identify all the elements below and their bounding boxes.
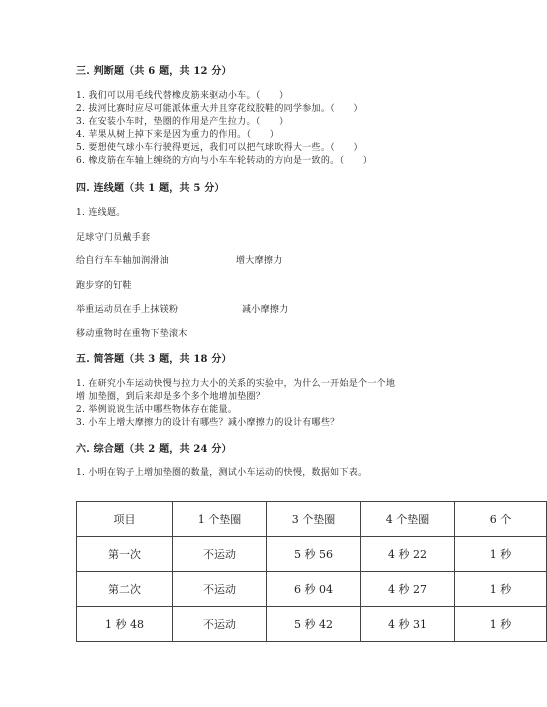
- short-answer-line-3: 2. 举例说说生活中哪些物体存在能量。: [76, 405, 238, 415]
- table-header-cell: 6 个: [455, 502, 547, 537]
- matching-left-item-3: 跑步穿的钉鞋: [76, 281, 132, 291]
- section-heading-comprehensive: 六. 综合题（共 2 题，共 24 分）: [76, 444, 232, 455]
- judgment-item-4: 4. 苹果从树上掉下来是因为重力的作用。（ ）: [76, 130, 280, 140]
- judgment-item-2: 2. 拔河比赛时应尽可能派体重大并且穿花纹胶鞋的同学参加。（ ）: [76, 104, 363, 114]
- table-cell: 不运动: [173, 607, 267, 642]
- matching-left-item-5: 移动重物时在重物下垫滚木: [76, 329, 188, 339]
- matching-right-item-1: 增大摩擦力: [236, 256, 283, 266]
- comprehensive-question: 1. 小明在钩子上增加垫圈的数量，测试小车运动的快慢，数据如下表。: [76, 468, 368, 478]
- table-cell: 1 秒: [455, 607, 547, 642]
- table-cell: 4 秒 27: [361, 572, 455, 607]
- short-answer-line-2: 增 加垫圈，到后来却是多个多个地增加垫圈？: [76, 392, 266, 402]
- matching-right-item-2: 减小摩擦力: [242, 305, 289, 315]
- short-answer-line-1: 1. 在研究小车运动快慢与拉力大小的关系的实验中，为什么一开始是个一个地: [76, 379, 396, 389]
- judgment-item-1: 1. 我们可以用毛线代替橡皮筋来驱动小车。（ ）: [76, 91, 289, 101]
- matching-left-item-1: 足球守门员戴手套: [76, 233, 151, 243]
- table-row: [77, 537, 547, 572]
- judgment-item-3: 3. 在安装小车时，垫圈的作用是产生拉力。（ ）: [76, 117, 289, 127]
- table-cell: 不运动: [173, 572, 267, 607]
- matching-left-item-2: 给自行车车轴加润滑油: [76, 256, 170, 266]
- table-cell: 5 秒 56: [267, 537, 361, 572]
- data-table-container: [76, 501, 512, 643]
- judgment-item-5: 5. 要想使气球小车行驶得更远，我们可以把气球吹得大一些。（ ）: [76, 143, 363, 153]
- table-header-cell: 1 个垫圈: [173, 502, 267, 537]
- matching-left-item-4: 举重运动员在手上抹镁粉: [76, 305, 179, 315]
- table-row: [77, 607, 547, 642]
- table-cell: 1 秒: [455, 537, 547, 572]
- table-row: [77, 572, 547, 607]
- table-cell: 1 秒: [455, 572, 547, 607]
- section-heading-short-answer: 五. 简答题（共 3 题，共 18 分）: [76, 354, 232, 365]
- table-header-row: [77, 502, 547, 537]
- table-cell: 第一次: [77, 537, 173, 572]
- section-heading-judgment: 三. 判断题（共 6 题，共 12 分）: [76, 66, 232, 77]
- short-answer-line-4: 3. 小车上增大摩擦力的设计有哪些？减小摩擦力的设计有哪些？: [76, 418, 340, 428]
- table-cell: 不运动: [173, 537, 267, 572]
- table-cell: 6 秒 04: [267, 572, 361, 607]
- table-cell: 第二次: [77, 572, 173, 607]
- table-cell: 5 秒 42: [267, 607, 361, 642]
- table-cell: 4 秒 31: [361, 607, 455, 642]
- data-table: [76, 501, 547, 642]
- table-header-cell: 3 个垫圈: [267, 502, 361, 537]
- matching-question: 1. 连线题。: [76, 208, 126, 218]
- table-cell: 4 秒 22: [361, 537, 455, 572]
- judgment-item-6: 6. 橡皮筋在车轴上缠绕的方向与小车车轮转动的方向是一致的。（ ）: [76, 156, 373, 166]
- table-header-cell: 4 个垫圈: [361, 502, 455, 537]
- table-header-cell: 项目: [77, 502, 173, 537]
- table-cell: 1 秒 48: [77, 607, 173, 642]
- section-heading-matching: 四. 连线题（共 1 题，共 5 分）: [76, 183, 225, 194]
